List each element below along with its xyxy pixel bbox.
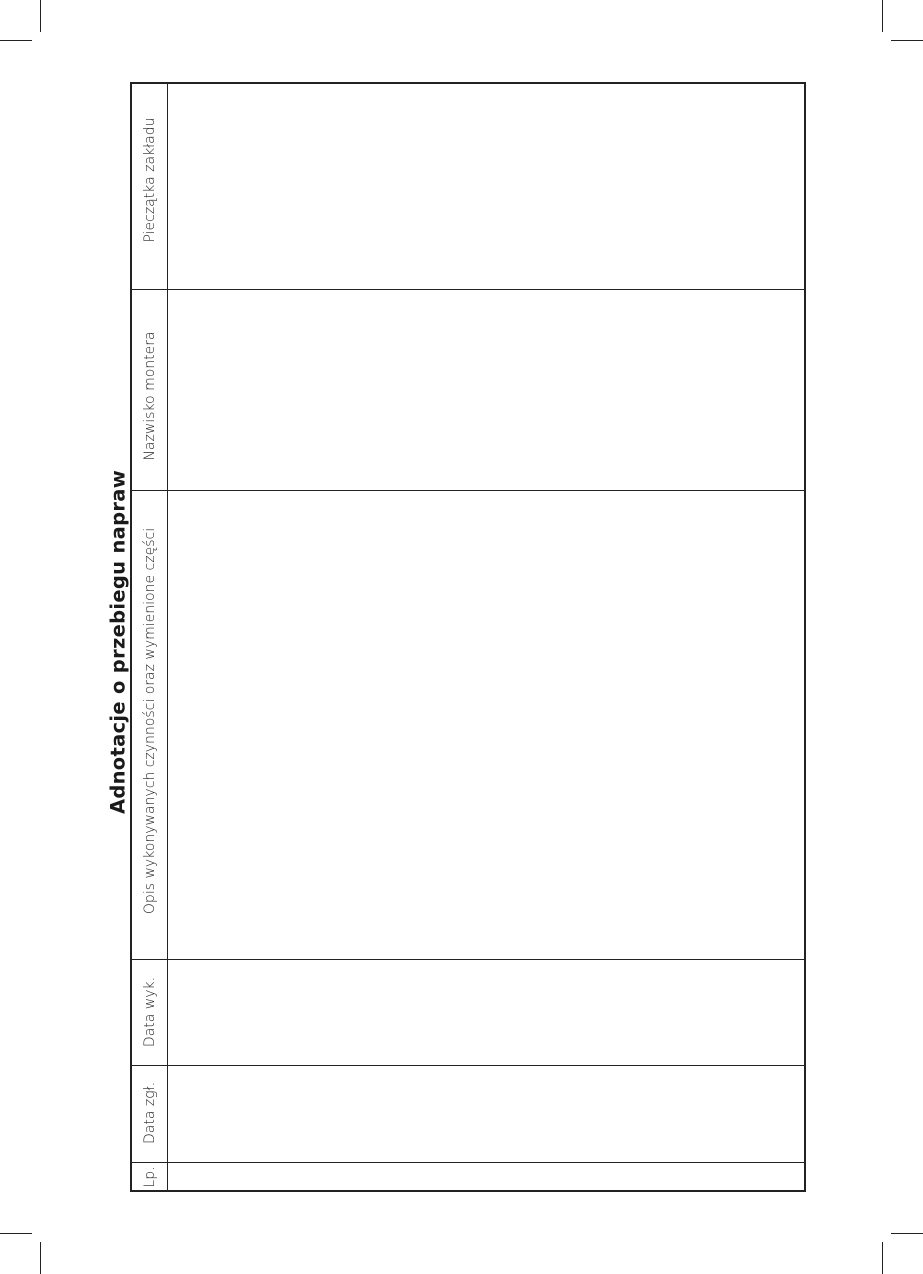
header-technician: Nazwisko montera — [142, 331, 158, 461]
header-completion-date: Data wyk. — [142, 976, 158, 1048]
crop-mark — [40, 0, 41, 32]
header-stamp: Pieczątka zakładu — [142, 117, 158, 243]
crop-mark — [40, 1242, 41, 1274]
column-divider — [132, 490, 804, 491]
crop-mark — [891, 1233, 923, 1234]
column-divider — [132, 1162, 804, 1163]
header-number: Lp. — [142, 1166, 158, 1188]
column-divider — [132, 1065, 804, 1066]
header-report-date: Data zgł. — [142, 1081, 158, 1145]
crop-mark — [0, 40, 32, 41]
crop-mark — [882, 0, 883, 32]
column-divider — [132, 959, 804, 960]
header-description: Opis wykonywanych czynności oraz wymienione części — [142, 527, 158, 915]
crop-mark — [0, 1233, 32, 1234]
crop-mark — [882, 1242, 883, 1274]
crop-mark — [891, 40, 923, 41]
page-title: Adnotacje o przebiegu napraw — [106, 469, 130, 815]
column-divider — [132, 289, 804, 290]
repair-log-table — [130, 82, 806, 1192]
